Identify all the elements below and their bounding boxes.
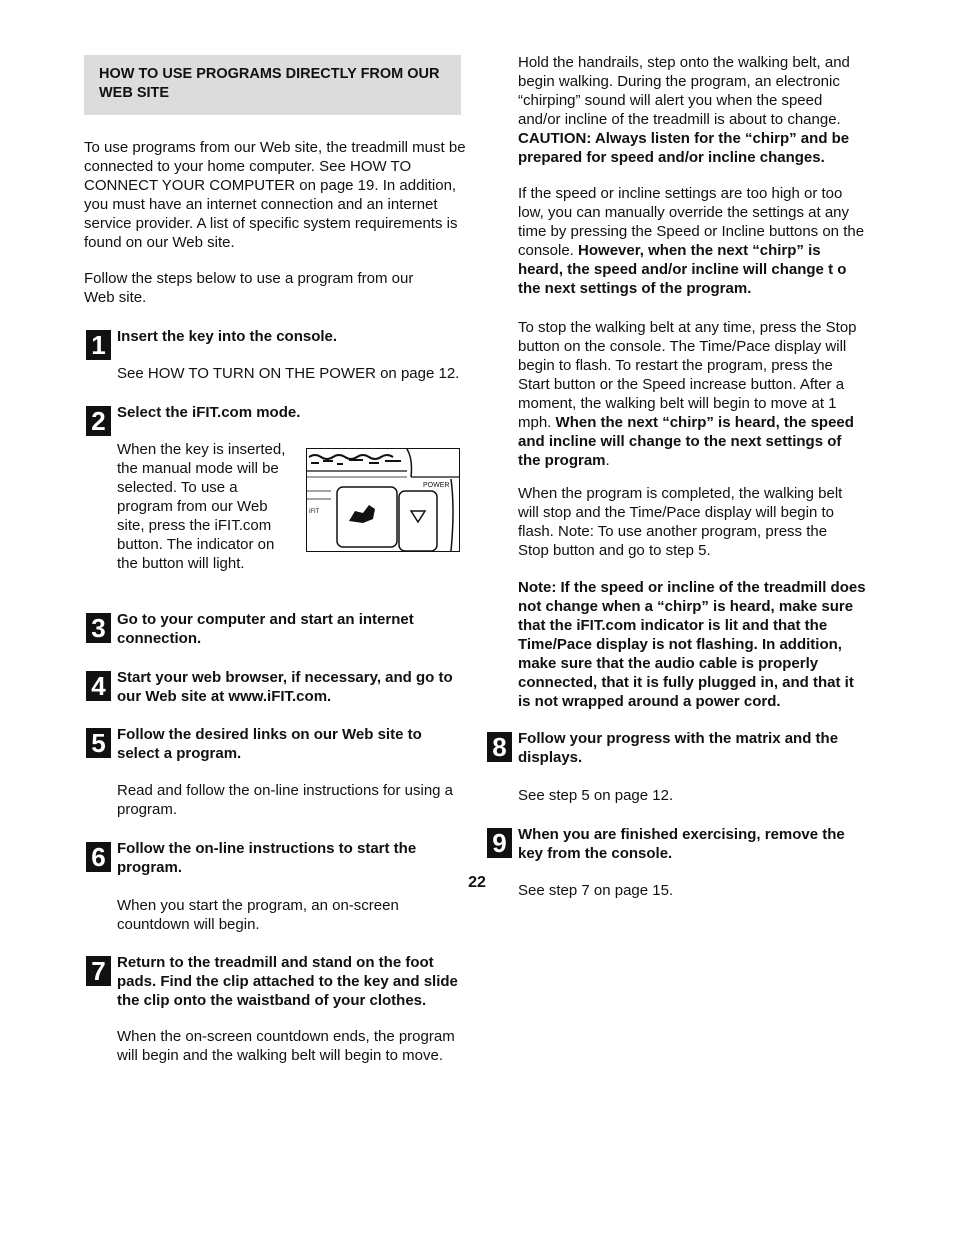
step-number-5: 5 [86, 728, 111, 758]
intro-paragraph-2: Follow the steps below to use a program from our Web site. [84, 270, 414, 306]
step-5-body: Read and follow the on-line instructions for using a program. [117, 782, 454, 818]
step-9-body: See step 7 on page 15. [518, 882, 674, 899]
step-6-title: Follow the on-line instructions to start the program. [117, 840, 417, 876]
caution-text: CAUTION: Always listen for the “chirp” and be prepared for speed and/or incline changes. [518, 130, 850, 166]
step-number-2: 2 [86, 406, 111, 436]
step-number-3: 3 [86, 613, 111, 643]
step-6-body: When you start the program, an on-screen countdown will begin. [117, 897, 399, 933]
note-paragraph: Note: If the speed or incline of the treadmill does not change when a “chirp” is heard, make sure that the iFIT.com indicator is lit and that the Time/Pace display is not flashing. In addition, make sure that the audio cable is properly connected, that it is fully plugged in, and that it is not wrapped around a power cord. [518, 579, 866, 710]
step-number-9: 9 [487, 828, 512, 858]
section-title: HOW TO USE PROGRAMS DIRECTLY FROM OUR WEB SITE [99, 66, 440, 101]
step-4-title: Start your web browser, if necessary, and go to our Web site at www.iFIT.com. [117, 669, 453, 705]
step-9-title: When you are finished exercising, remove the key from the console. [518, 826, 845, 862]
step-number-1: 1 [86, 330, 111, 360]
step-1-title: Insert the key into the console. [117, 328, 338, 345]
right-paragraph-2 [518, 184, 868, 298]
step-3-title: Go to your computer and start an internet connection. [117, 611, 414, 647]
step-5-title: Follow the desired links on our Web site to select a program. [117, 726, 422, 762]
right-paragraph-2-text: If the speed or incline settings are too high or too low, you can manually override the settings at any time by pressing the Speed or Incline buttons on the console. [518, 185, 865, 259]
power-button-label: POWER [423, 482, 450, 489]
intro-paragraph-1: To use programs from our Web site, the treadmill must be connected to your home computer. See HOW TO CONNECT YOUR COMPUTER on page 19. In addition, you must have an internet connection and an internet service provider. A list of specific system requirements is found on our Web site. [84, 139, 466, 251]
page-number: 22 [468, 874, 486, 891]
right-paragraph-3 [518, 318, 868, 470]
step-8-title: Follow your progress with the matrix and the displays. [518, 730, 839, 766]
step-1-body: See HOW TO TURN ON THE POWER on page 12. [117, 365, 460, 382]
right-paragraph-1-text: Hold the handrails, step onto the walking belt, and begin walking. During the program, an electronic “chirping” sound will alert you when the speed and/or incline of the treadmill is about to change. [518, 54, 850, 128]
section-header [84, 55, 461, 115]
step-number-4: 4 [86, 671, 111, 701]
right-paragraph-4: When the program is completed, the walking belt will stop and the Time/Pace display will begin to flash. Note: To use another program, press the Stop button and go to step 5. [518, 485, 843, 559]
step-7-title: Return to the treadmill and stand on the foot pads. Find the clip attached to the key and slide the clip onto the waistband of your clothes. [117, 954, 458, 1009]
step-8-body: See step 5 on page 12. [518, 787, 674, 804]
step-number-6: 6 [86, 842, 111, 872]
right-paragraph-3-end: . [605, 452, 610, 469]
right-paragraph-3-text: To stop the walking belt at any time, press the Stop button on the console. The Time/Pace display will begin to flash. To restart the program, press the Start button or the Speed increase button. After a moment, the walking belt will begin to move at 1 mph. [518, 319, 857, 431]
right-paragraph-1 [518, 53, 868, 167]
right-paragraph-3-bold: When the next “chirp” is heard, the speed and incline will change to the next settings of the program [518, 414, 854, 469]
step-2-title: Select the iFIT.com mode. [117, 404, 301, 421]
step-number-8: 8 [487, 732, 512, 762]
right-paragraph-2-bold: However, when the next “chirp” is heard, the speed and/or incline will change t o the next settings of the program. [518, 242, 847, 297]
console-illustration [306, 448, 460, 552]
step-number-7: 7 [86, 956, 111, 986]
ifit-panel-label: iFIT [309, 509, 320, 515]
step-2-body: When the key is inserted, the manual mode will be selected. To use a program from our Web site, press the iFIT.com button. The indicator on the button will light. [117, 441, 286, 572]
pressing-finger-icon [349, 505, 375, 523]
step-7-body: When the on-screen countdown ends, the program will begin and the walking belt will begin to move. [117, 1028, 455, 1064]
down-arrow-icon [411, 511, 425, 522]
console-drawing [307, 449, 460, 552]
